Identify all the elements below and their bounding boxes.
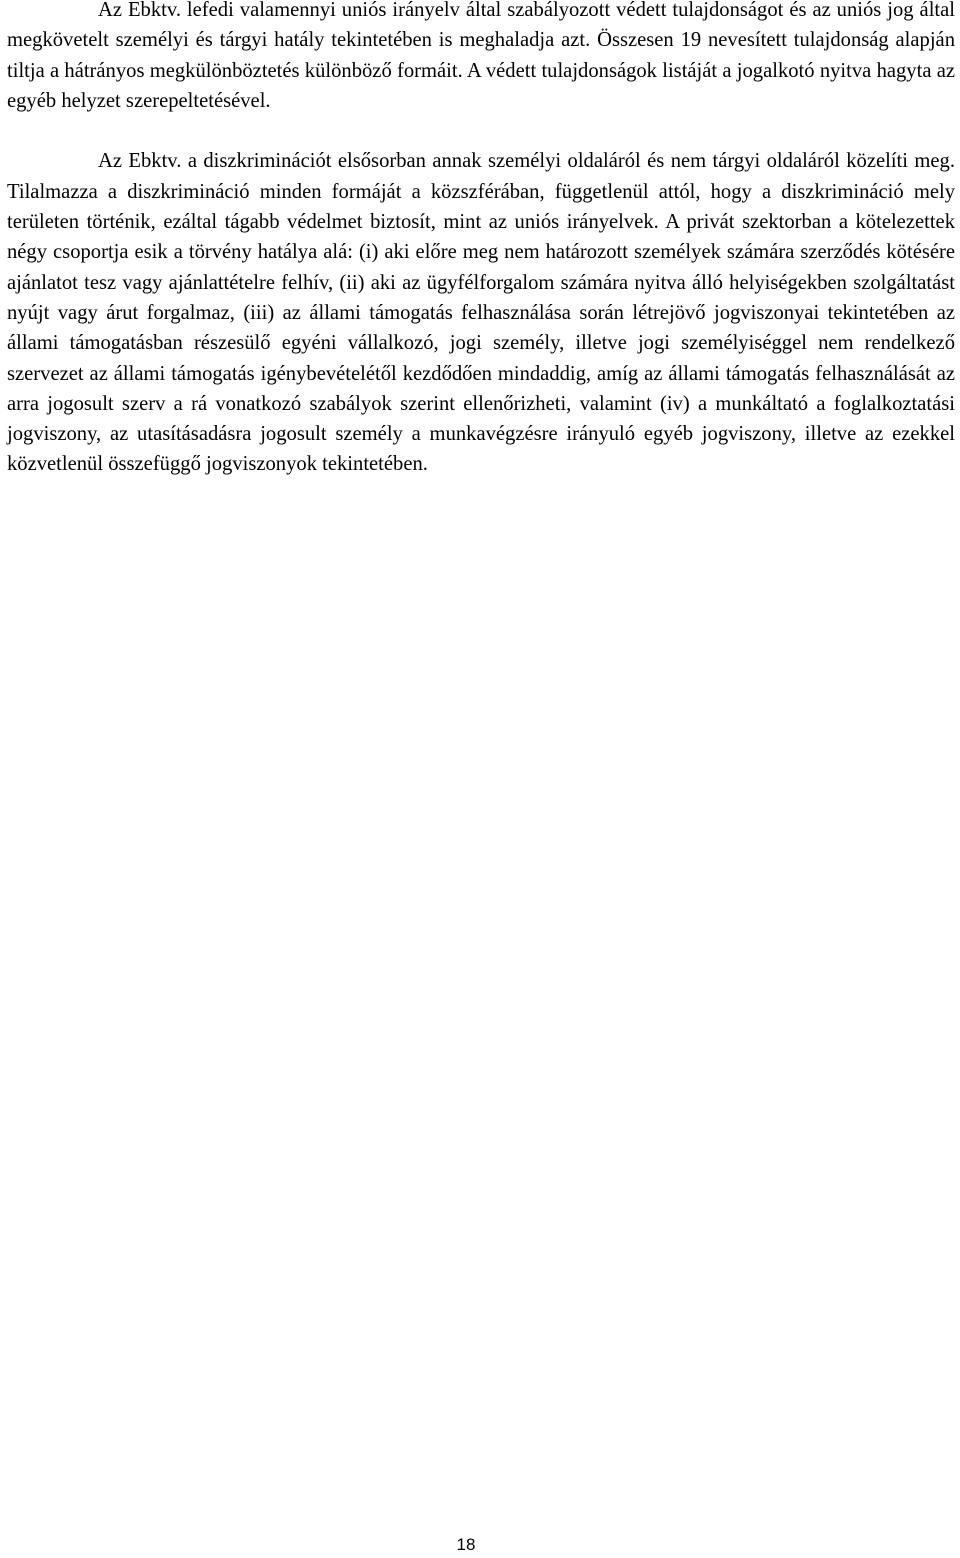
- paragraph: Az Ebktv. a diszkriminációt elsősorban annak személyi oldaláról és nem tárgyi oldaláról közelíti meg. Tilalmazza a diszkrimináció minden formáját a közszférában, függetlenül attól, hogy a diszkrimináció mely területen történik, ezáltal tágabb védelmet biztosít, mint az uniós irányelvek. A privát szektorban a kötelezettek négy csoportja esik a törvény hatálya alá: (i) aki előre meg nem határozott személyek számára szerződés kötésére ajánlatot tesz vagy ajánlattételre felhív, (ii) aki az ügyfélforgalom számára nyitva álló helyiségekben szolgáltatást nyújt vagy árut forgalmaz, (iii) az állami támogatás felhasználása során létrejövő jogviszonyai tekintetében az állami támogatásban részesülő egyéni vállalkozó, jogi személy, illetve jogi személyiséggel nem rendelkező szervezet az állami támogatás igénybevételétől kezdődően mindaddig, amíg az állami támogatás felhasználását az arra jogosult szerv a rá vonatkozó szabályok szerint ellenőrizheti, valamint (iv) a munkáltató a foglalkoztatási jogviszony, az utasításadásra jogosult személy a munkavégzésre irányuló egyéb jogviszony, illetve az ezekkel közvetlenül összefüggő jogviszonyok tekintetében.: [7, 150, 955, 476]
- body-text: [7, 0, 955, 480]
- paragraph: Az Ebktv. lefedi valamennyi uniós irányelv által szabályozott védett tulajdonságot és az uniós jog által megkövetelt személyi és tárgyi hatály tekintetében is meghaladja azt. Összesen 19 nevesített tulajdonság alapján tiltja a hátrányos megkülönböztetés különböző formáit. A védett tulajdonságok listáját a jogalkotó nyitva hagyta az egyéb helyzet szerepeltetésével.: [7, 0, 955, 112]
- page-number: 18: [456, 1535, 476, 1554]
